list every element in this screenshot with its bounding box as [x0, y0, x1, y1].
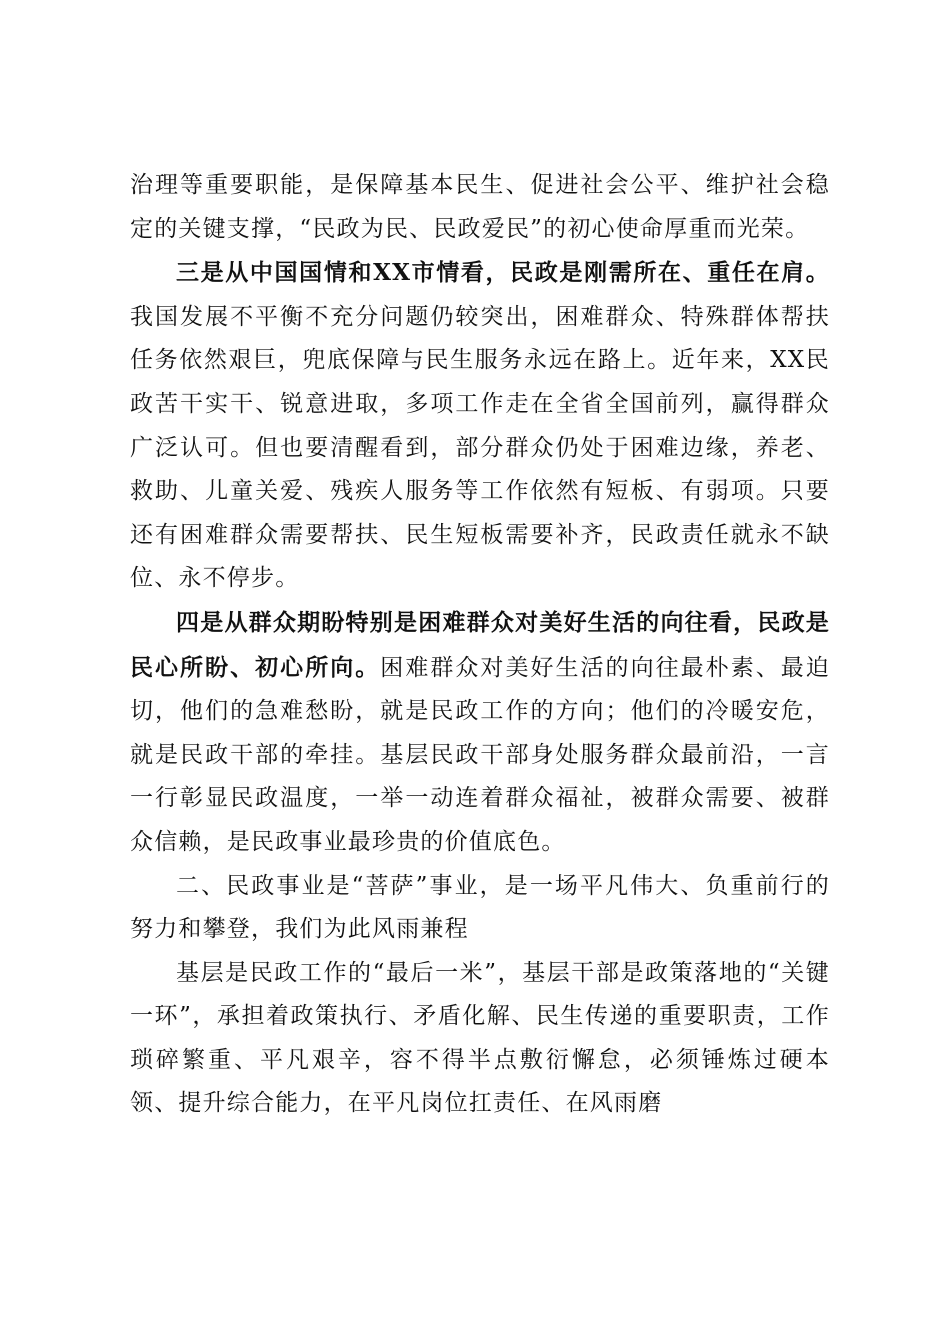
paragraph-2-heading: 三是从中国国情和XX市情看，民政是刚需所在、重任在肩。 — [176, 259, 830, 287]
paragraph-5-text: 基层是民政工作的“最后一米”，基层干部是政策落地的“关键一环”，承担着政策执行、矛盾化解、民生传递的重要职责，工作琐碎繁重、平凡艰辛，容不得半点敷衍懈怠，必须锤炼过硬本领、提升综合能力，在平凡岗位扛责任、在风雨磨 — [130, 959, 830, 1117]
paragraph-2-text: 我国发展不平衡不充分问题仍较突出，困难群众、特殊群体帮扶任务依然艰巨，兜底保障与民生服务永远在路上。近年来，XX民政苦干实干、锐意进取，多项工作走在全省全国前列，赢得群众广泛认可。但也要清醒看到，部分群众仍处于困难边缘，养老、救助、儿童关爱、残疾人服务等工作依然有短板、有弱项。只要还有困难群众需要帮扶、民生短板需要补齐，民政责任就永不缺位、永不停步。 — [130, 303, 830, 592]
section-heading-2 — [130, 865, 830, 952]
paragraph-3 — [130, 601, 830, 865]
paragraph-5 — [130, 952, 830, 1126]
section-heading-2-text: 二、民政事业是“菩萨”事业，是一场平凡伟大、负重前行的努力和攀登，我们为此风雨兼程 — [130, 872, 830, 943]
paragraph-3-text: 困难群众对美好生活的向往最朴素、最迫切，他们的急难愁盼，就是民政工作的方向；他们的冷暖安危，就是民政干部的牵挂。基层民政干部身处服务群众最前沿，一言一行彰显民政温度，一举一动连着群众福祉，被群众需要、被群众信赖，是民政事业最珍贵的价值底色。 — [130, 654, 830, 855]
paragraph-3-heading: 四是从群众期盼特别是困难群众对美好生活的向往看，民政是民心所盼、初心所向。 — [130, 608, 830, 681]
paragraph-1 — [130, 164, 830, 251]
paragraph-1-text: 治理等重要职能，是保障基本民生、促进社会公平、维护社会稳定的关键支撑，“民政为民、民政爱民”的初心使命厚重而光荣。 — [130, 172, 830, 242]
document-body — [130, 164, 830, 1126]
paragraph-2 — [130, 251, 830, 601]
